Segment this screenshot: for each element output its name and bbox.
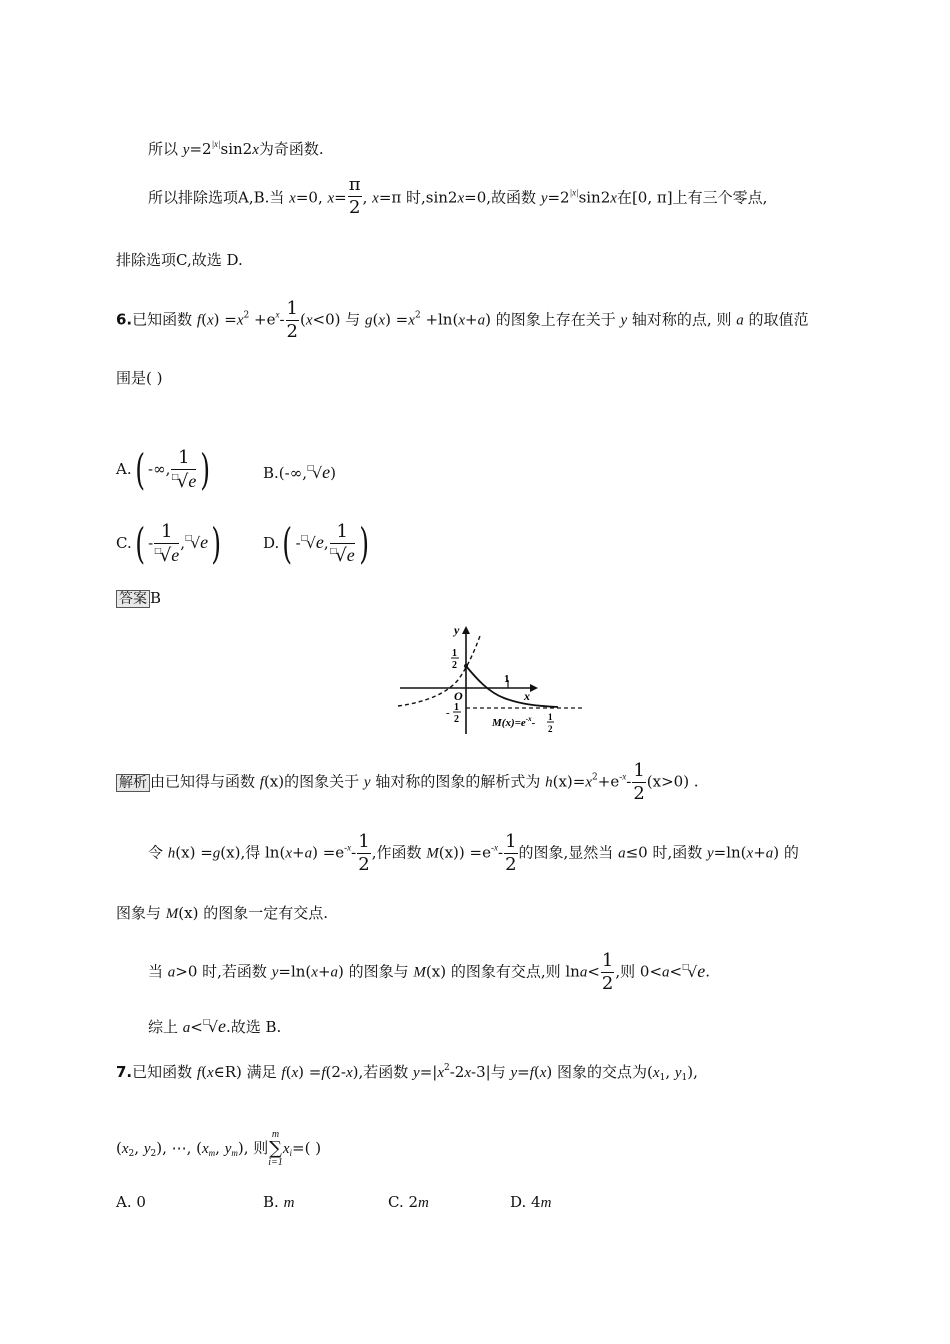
var-x: x xyxy=(121,1141,129,1157)
text: (x) xyxy=(425,962,447,981)
q7-option-c[interactable] xyxy=(388,1192,429,1213)
text: 综上 xyxy=(148,1018,183,1036)
text: (x) xyxy=(175,843,196,862)
var-g: g xyxy=(212,845,221,862)
exponent: -x xyxy=(619,771,627,782)
denominator: □√e xyxy=(154,545,180,566)
var-y: y xyxy=(413,1065,420,1081)
var-f: f xyxy=(321,1065,326,1081)
var-m: M xyxy=(426,845,439,862)
text: 由已知得与函数 xyxy=(150,772,260,791)
fraction-half xyxy=(286,300,299,341)
q7-stem-line-1 xyxy=(116,1058,698,1088)
var-g: g xyxy=(365,312,373,329)
var-f: f xyxy=(281,1065,286,1081)
fraction-1-over-root-e xyxy=(154,523,179,565)
fraction-half xyxy=(632,762,645,803)
text: =ln( xyxy=(713,843,747,862)
var-y: y xyxy=(510,1065,518,1081)
var-e: e xyxy=(200,532,209,552)
origin-label: O xyxy=(454,689,463,703)
subscript: 2 xyxy=(128,1149,135,1159)
var-y: y xyxy=(540,190,548,207)
var-e: e xyxy=(697,960,706,981)
fraction-half xyxy=(357,833,370,874)
option-label: B. xyxy=(263,464,279,482)
var-a: a xyxy=(167,964,176,981)
text: < xyxy=(669,962,683,981)
subscript: 2 xyxy=(150,1149,157,1159)
text: 轴对称的图象的解析式为 xyxy=(370,772,546,791)
text: 所以 xyxy=(148,140,183,158)
var-x: x xyxy=(311,964,318,981)
var-y: y xyxy=(706,845,714,862)
neg-half-den: 2 xyxy=(454,714,459,725)
exponent: 2 xyxy=(444,1063,450,1073)
text: 的图象有交点,则 ln xyxy=(446,962,580,981)
text: . xyxy=(705,962,711,981)
right-paren: ) xyxy=(358,519,369,568)
var-x: x xyxy=(206,312,214,329)
numerator: 1 xyxy=(601,950,614,971)
q6-stem-line-1 xyxy=(116,300,809,341)
root-index: □ xyxy=(185,533,193,542)
analysis-line-5 xyxy=(148,1012,281,1038)
x-axis-label: x xyxy=(524,689,530,703)
analysis-line-3 xyxy=(116,903,328,924)
var-x: x xyxy=(464,1065,472,1081)
denominator: 2 xyxy=(348,197,361,218)
numerator: 1 xyxy=(286,298,298,319)
text: ( xyxy=(201,310,207,329)
var-y: y xyxy=(224,1141,232,1157)
root-e: □√e xyxy=(306,462,331,482)
text: ) =e xyxy=(458,843,491,862)
text: sin2 xyxy=(578,188,611,207)
q6-stem-line-2: 围是( ) xyxy=(116,369,163,387)
summation xyxy=(268,1130,283,1168)
var-a: a xyxy=(662,964,670,981)
text: + xyxy=(465,310,478,329)
exponent: 2 xyxy=(592,772,598,783)
fraction-half xyxy=(601,952,614,993)
minus: - xyxy=(351,843,357,862)
var-x: x xyxy=(408,312,415,329)
question-number: 7. xyxy=(116,1063,133,1081)
text: ) = xyxy=(213,310,237,329)
fraction-half xyxy=(504,833,517,874)
text: ≤0 时,函数 xyxy=(625,843,707,862)
text: ), xyxy=(687,1063,698,1081)
var-x: x xyxy=(539,1065,547,1081)
q6-option-d[interactable] xyxy=(263,516,372,568)
prev-line-1 xyxy=(148,134,324,160)
intersection-point xyxy=(464,664,468,668)
numerator: 1 xyxy=(505,831,517,852)
option-label: D. 4 xyxy=(510,1193,541,1211)
var-x: x xyxy=(305,312,313,329)
text: =0, xyxy=(295,188,328,207)
subscript: m xyxy=(208,1148,216,1158)
var-x: x xyxy=(282,1141,290,1157)
text: 的图象,显然当 xyxy=(518,843,619,862)
text: (x) xyxy=(438,843,459,862)
var-x: x xyxy=(746,845,754,862)
fraction-pi-over-2 xyxy=(348,176,362,217)
text: < xyxy=(587,962,600,981)
denominator: 2 xyxy=(633,783,645,804)
q7-stem-line-2 xyxy=(116,1128,321,1174)
root-index: □ xyxy=(171,472,179,481)
exponent: -x xyxy=(490,842,498,853)
var-x: x xyxy=(327,190,335,207)
var-x: x xyxy=(378,312,386,329)
x-axis-arrow xyxy=(530,684,538,692)
denominator: 2 xyxy=(286,321,298,342)
exponent: 2 xyxy=(243,310,250,321)
var-x: x xyxy=(206,1065,214,1081)
fraction-1-over-root-e xyxy=(330,523,355,565)
root-index: □ xyxy=(306,463,315,472)
subscript: m xyxy=(231,1148,238,1158)
prev-line-2 xyxy=(148,174,768,218)
text: (x) xyxy=(552,772,573,791)
option-label: C. xyxy=(116,534,132,552)
text: ,得 ln( xyxy=(240,843,286,862)
text: (2- xyxy=(325,1063,346,1081)
var-y: y xyxy=(674,1065,682,1081)
answer-value: B xyxy=(150,589,162,607)
var-x: x xyxy=(457,190,465,207)
text: ( xyxy=(533,1063,540,1081)
option-label: C. 2 xyxy=(388,1193,419,1211)
text: +ln( xyxy=(420,310,459,329)
answer-label: 答案 xyxy=(116,590,150,608)
var-x: x xyxy=(345,1065,353,1081)
text: ( xyxy=(285,1063,292,1081)
text: .故选 B. xyxy=(225,1018,282,1036)
text: 所以排除选项A,B.当 xyxy=(148,188,290,207)
text: ) 的图象与 xyxy=(338,962,414,981)
text: 在[0, π]上有三个零点, xyxy=(616,188,768,207)
text: ) 的图象上存在关于 xyxy=(485,310,621,329)
text: 为奇函数. xyxy=(258,140,324,158)
text: 轴对称的点, 则 xyxy=(627,310,737,329)
text: (x>0) . xyxy=(646,772,699,791)
text: =2 xyxy=(547,188,570,207)
text: =| xyxy=(419,1063,438,1081)
numerator: 1 xyxy=(171,449,196,470)
text: ) 的 xyxy=(773,843,799,862)
var-y: y xyxy=(271,964,279,981)
denominator: □√e xyxy=(171,471,197,492)
text: , xyxy=(215,1139,225,1157)
denominator: □√e xyxy=(329,545,355,566)
solid-curve xyxy=(466,666,558,707)
analysis-line-2 xyxy=(148,833,799,874)
minus: - xyxy=(148,534,154,552)
text: =0,故函数 xyxy=(464,188,541,207)
comma: , xyxy=(180,534,186,552)
minus: - xyxy=(497,843,504,862)
var-m: m xyxy=(540,1195,552,1211)
y-axis-label: y xyxy=(454,623,460,637)
text: =ln( xyxy=(278,962,312,981)
q6-option-a[interactable] xyxy=(116,447,214,495)
text: -∞, xyxy=(148,460,171,478)
denominator: 2 xyxy=(601,973,614,994)
text: 当 xyxy=(148,962,168,981)
numerator: 1 xyxy=(358,831,370,852)
text: sin2 xyxy=(220,140,253,158)
var-y: y xyxy=(143,1141,151,1157)
m-num: 1 xyxy=(548,712,553,722)
sum-upper: m xyxy=(271,1129,280,1140)
text: ) =e xyxy=(312,843,345,862)
text: =2 xyxy=(189,140,212,158)
fraction-1-over-root-e xyxy=(171,449,196,491)
text: , xyxy=(665,1063,675,1081)
right-paren: ) xyxy=(211,519,222,568)
neg-half-minus: - xyxy=(446,707,450,719)
var-x: x xyxy=(252,142,259,158)
text: ), 则 xyxy=(237,1139,269,1157)
sum-lower: i=1 xyxy=(268,1157,283,1168)
var-e: e xyxy=(315,532,324,552)
text: < xyxy=(190,1018,203,1036)
var-a: a xyxy=(477,312,486,329)
text: ), ⋯, ( xyxy=(156,1139,202,1157)
minus: - xyxy=(295,534,301,552)
sum-sigma: ∑ xyxy=(269,1138,282,1159)
text: = xyxy=(334,188,347,207)
q6-option-c[interactable] xyxy=(116,516,225,568)
exponent: |x| xyxy=(569,187,579,198)
dashed-curve xyxy=(398,636,480,706)
var-x: x xyxy=(285,845,292,862)
left-paren: ( xyxy=(134,445,145,494)
exponent: |x| xyxy=(211,139,221,149)
root-index: □ xyxy=(202,1017,211,1026)
var-x: x xyxy=(437,1065,444,1081)
var-f: f xyxy=(196,1065,202,1081)
text: (x) xyxy=(263,772,285,791)
root-e: □√e xyxy=(202,1016,226,1036)
denominator: 2 xyxy=(505,854,517,875)
neg-half-num: 1 xyxy=(454,702,459,713)
text: + xyxy=(753,843,766,862)
text: + xyxy=(292,843,305,862)
comma: , xyxy=(323,534,329,552)
text: <0) 与 xyxy=(312,310,366,329)
option-label: B. xyxy=(263,1193,279,1211)
question-number: 6. xyxy=(116,310,133,329)
function-graph xyxy=(396,622,596,742)
q6-answer xyxy=(116,588,161,609)
text: (x) xyxy=(220,843,241,862)
prev-line-3: 排除选项C,故选 D. xyxy=(116,251,243,269)
exponent: x xyxy=(275,309,280,320)
root-index: □ xyxy=(329,546,338,555)
var-x: x xyxy=(202,1141,209,1157)
text: ),若函数 xyxy=(352,1063,414,1081)
numerator: π xyxy=(348,174,361,195)
text: (x) xyxy=(178,904,199,922)
var-e: e xyxy=(188,471,197,491)
var-f: f xyxy=(529,1065,534,1081)
text: 已知函数 xyxy=(132,310,197,329)
text: -3|与 xyxy=(471,1063,511,1081)
q7-option-b[interactable] xyxy=(263,1192,294,1213)
var-y: y xyxy=(363,774,371,791)
var-a: a xyxy=(736,312,744,329)
var-f: f xyxy=(259,774,264,791)
option-label: A. xyxy=(116,460,132,478)
numerator: 1 xyxy=(154,523,179,544)
subscript: 1 xyxy=(681,1073,688,1083)
var-m: m xyxy=(418,1195,429,1211)
q7-option-d[interactable] xyxy=(510,1192,551,1213)
text: ( xyxy=(116,1139,122,1157)
text: ) 图象的交点为( xyxy=(546,1063,653,1081)
text: ) = xyxy=(298,1063,322,1081)
text: = xyxy=(195,843,213,862)
m-label: $M(x)=e^{-x}-$ xyxy=(492,715,536,729)
text: = xyxy=(517,1063,530,1081)
minus: - xyxy=(279,310,285,329)
root-e: □√e xyxy=(185,532,209,552)
numerator: 1 xyxy=(633,760,645,781)
text: ) = xyxy=(385,310,409,329)
root-index: □ xyxy=(154,546,162,555)
var-x: x xyxy=(458,312,465,329)
text: 的取值范 xyxy=(743,310,809,329)
exponent: 2 xyxy=(414,310,421,321)
text: +e xyxy=(597,772,620,791)
text: +e xyxy=(249,310,276,329)
text: + xyxy=(317,962,331,981)
exponent: -x xyxy=(344,842,352,853)
half-top-den: 2 xyxy=(452,660,457,671)
var-f: f xyxy=(196,312,202,329)
text: , xyxy=(134,1139,144,1157)
text: =( ) xyxy=(292,1139,322,1157)
var-x: x xyxy=(610,190,617,207)
var-m: M xyxy=(413,964,426,981)
text: = xyxy=(572,772,586,791)
root-e: □√e xyxy=(300,532,324,552)
var-x: x xyxy=(585,774,593,791)
q6-option-b[interactable] xyxy=(263,458,336,483)
text: ( xyxy=(299,310,306,329)
half-top-num: 1 xyxy=(452,648,457,659)
left-paren: ( xyxy=(282,519,293,568)
root-index: □ xyxy=(300,533,309,542)
text: ( xyxy=(201,1063,207,1081)
q7-option-a[interactable]: A. 0 xyxy=(116,1193,146,1211)
var-x: x xyxy=(236,312,244,329)
minus: - xyxy=(626,772,632,791)
text: 令 xyxy=(148,843,168,862)
text: ,则 0< xyxy=(615,962,663,981)
text: 已知函数 xyxy=(132,1063,197,1081)
var-a: a xyxy=(765,845,774,862)
var-e: e xyxy=(322,462,331,482)
subscript: i xyxy=(289,1148,292,1158)
y-axis-arrow xyxy=(462,626,470,634)
text: -2 xyxy=(449,1063,465,1081)
text: ∈R) 满足 xyxy=(213,1063,282,1081)
var-x: x xyxy=(652,1065,660,1081)
text: 的图象关于 xyxy=(284,772,364,791)
analysis-line-4 xyxy=(148,952,710,993)
text: , xyxy=(362,188,373,207)
text: (-∞, xyxy=(278,464,307,482)
var-a: a xyxy=(304,845,313,862)
var-x: x xyxy=(372,190,379,207)
var-e: e xyxy=(217,1016,226,1036)
var-m: m xyxy=(283,1195,295,1211)
var-h: h xyxy=(545,774,553,791)
var-m: M xyxy=(165,906,179,922)
analysis-label: 解析 xyxy=(116,774,150,792)
text: 图象与 xyxy=(116,904,166,922)
var-a: a xyxy=(579,964,588,981)
root-index: □ xyxy=(682,961,690,971)
var-y: y xyxy=(620,312,628,329)
text: ) xyxy=(330,464,336,482)
var-e: e xyxy=(346,545,355,565)
var-a: a xyxy=(330,964,339,981)
m-den: 2 xyxy=(548,724,553,734)
var-y: y xyxy=(182,142,190,158)
one-label: 1 xyxy=(504,673,510,685)
text: >0 时,若函数 xyxy=(175,962,272,981)
text: =π 时,sin2 xyxy=(378,188,458,207)
left-paren: ( xyxy=(134,519,145,568)
subscript: 1 xyxy=(659,1073,666,1083)
text: ,作函数 xyxy=(371,843,427,862)
numerator: 1 xyxy=(330,523,355,544)
right-paren: ) xyxy=(200,445,211,494)
var-e: e xyxy=(171,545,180,565)
var-a: a xyxy=(182,1020,191,1036)
denominator: 2 xyxy=(358,854,370,875)
text: 的图象一定有交点. xyxy=(198,904,328,922)
root-e: □√e xyxy=(682,960,706,981)
var-a: a xyxy=(618,845,626,862)
var-x: x xyxy=(291,1065,299,1081)
var-x: x xyxy=(289,190,296,207)
option-label: D. xyxy=(263,534,280,552)
var-h: h xyxy=(167,845,176,862)
text: ( xyxy=(372,310,379,329)
analysis-line-1 xyxy=(116,762,699,803)
